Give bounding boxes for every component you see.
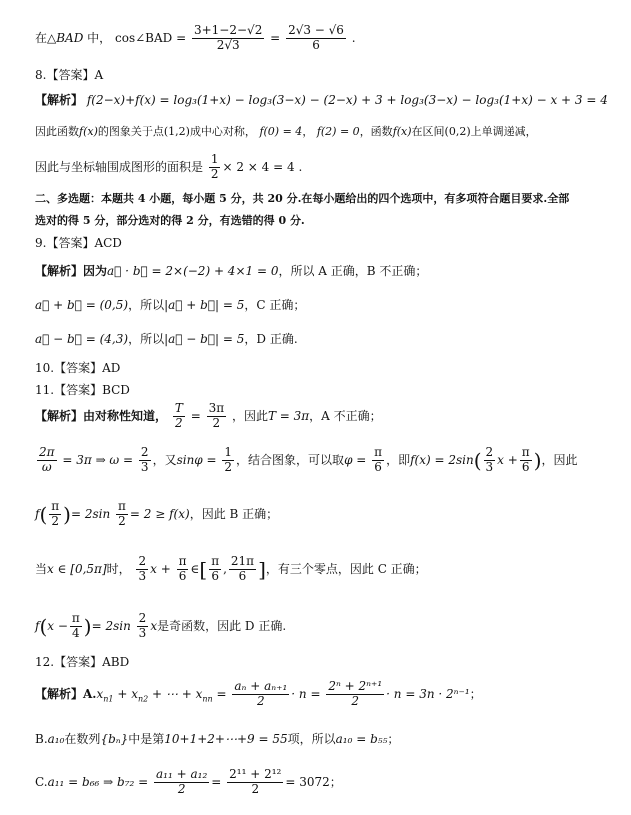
math: a₁₀ <box>47 732 65 746</box>
equals: = <box>270 30 281 45</box>
numerator: π <box>374 445 383 459</box>
text: ，因此 <box>541 452 578 467</box>
math: = 2sin <box>70 506 111 521</box>
numerator: 2ⁿ + 2ⁿ⁺¹ <box>328 679 383 693</box>
fraction <box>209 153 221 182</box>
fraction <box>192 24 264 53</box>
math: a₁₀ = b₅₅ <box>335 732 388 746</box>
text: ，有三个零点，因此 C 正确； <box>265 561 427 576</box>
equals: = <box>190 408 201 423</box>
math: = 2sin <box>91 618 131 633</box>
math: f(x) <box>392 125 412 138</box>
analysis-tag: 【解析】由对称性知道， <box>35 408 168 423</box>
text: ，A 不正确； <box>309 408 382 423</box>
q11-answer: 11.【答案】BCD <box>35 383 130 397</box>
period: . <box>351 30 356 45</box>
fraction <box>49 500 61 529</box>
q9-analysis <box>35 264 427 278</box>
denominator: 2 <box>351 693 360 708</box>
text: 因此与坐标轴围成图形的面积是 <box>35 159 204 174</box>
paren-open: ( <box>473 448 482 473</box>
numerator: 2 <box>485 445 494 459</box>
denominator: 2 <box>210 166 219 181</box>
text: 是奇函数，因此 D 正确. <box>157 618 287 633</box>
math: f <box>35 506 40 521</box>
q8-answer: 8.【答案】A <box>35 68 104 82</box>
math: x <box>150 618 158 633</box>
text: 在数列 <box>64 732 101 746</box>
numerator: 2√3 − √6 <box>288 23 344 37</box>
denominator: 6 <box>312 37 320 52</box>
text: ，所以 <box>128 332 165 346</box>
denominator: 3 <box>485 459 494 474</box>
numerator: aₙ + aₙ₊₁ <box>234 679 288 693</box>
math: = 3072 <box>285 774 330 789</box>
fraction <box>70 612 82 641</box>
denominator: 6 <box>521 459 530 474</box>
fraction <box>484 446 496 475</box>
numerator: 2 <box>138 554 147 568</box>
math: x − <box>47 618 68 633</box>
fraction <box>137 612 149 641</box>
paren-open: ( <box>39 502 48 527</box>
numerator: π <box>71 611 80 625</box>
math: = 2 ≥ f(x) <box>129 506 190 521</box>
math: f(x) <box>79 125 98 138</box>
text: ，即 <box>386 452 411 467</box>
sum-expr: $x_{n1} + x_{n2}$ + ⋯ + $x_{nn}$ = <box>96 686 227 704</box>
text: ，因此 B 正确； <box>189 506 279 521</box>
fraction <box>37 446 57 475</box>
numerator: 2 <box>138 611 147 625</box>
paren-close: ) <box>83 614 92 639</box>
math: f <box>35 618 40 633</box>
denominator: 2 <box>118 513 126 528</box>
numerator: π <box>118 499 126 513</box>
fraction <box>209 555 221 584</box>
numerator: 1 <box>210 152 219 166</box>
text: ，结合图象，可以取 <box>236 452 345 467</box>
bracket-close: ] <box>258 557 266 582</box>
fraction <box>139 446 151 475</box>
text: 在△ <box>35 30 57 45</box>
text: 上单调递减， <box>470 125 537 138</box>
fraction <box>136 555 148 584</box>
analysis-tag: 【解析】 <box>35 93 84 107</box>
q11-analysis <box>35 402 382 431</box>
section2-heading-1: 二、多选题：本题共 4 小题，每小题 5 分，共 20 分.在每小题给出的四个选项中，有多项符合题目要求.全部 <box>35 192 570 205</box>
denominator: 2√3 <box>216 37 240 52</box>
equation: |a⃗ + b⃗| = 5 <box>164 298 245 312</box>
q12-analysis-a <box>35 680 482 709</box>
numerator: π <box>178 554 187 568</box>
q12-c <box>35 768 342 797</box>
equation: |a⃗ − b⃗| = 5 <box>164 332 245 346</box>
numerator: T <box>174 401 183 415</box>
fraction <box>207 402 227 431</box>
paren-close: ) <box>63 502 71 527</box>
text: 成中心对称， <box>189 125 256 138</box>
fraction <box>232 680 289 709</box>
denominator: 2 <box>224 459 233 474</box>
text: ； <box>387 732 400 746</box>
q10-answer: 10.【答案】AD <box>35 361 121 375</box>
denominator: 3 <box>138 625 147 640</box>
math: = 3π ⇒ ω = <box>62 452 134 467</box>
q11-line3 <box>35 500 278 529</box>
math: sinφ = <box>176 452 217 467</box>
section2-heading-2: 选对的得 5 分，部分选对的得 2 分，有选错的得 0 分. <box>35 214 305 227</box>
bracket-open: [ <box>199 557 208 582</box>
fraction <box>229 555 256 584</box>
fraction <box>177 555 189 584</box>
math: x ∈ [0,5π] <box>47 561 107 576</box>
numerator: π <box>211 554 220 568</box>
q9-line2 <box>35 298 305 312</box>
fraction <box>116 500 128 529</box>
text: 的图象关于点 <box>97 125 164 138</box>
text: ，所以 A 正确，B 不正确； <box>278 264 428 278</box>
math: {bₙ} <box>100 732 129 746</box>
equals: = <box>211 774 222 789</box>
text: ； <box>469 686 482 701</box>
text: ， <box>302 125 314 138</box>
text: ； <box>329 774 342 789</box>
text: C. <box>35 774 48 789</box>
text: ，D 正确. <box>244 332 298 346</box>
denominator: 2 <box>51 513 60 528</box>
math: f(0) = 4 <box>259 125 303 138</box>
denominator: 6 <box>178 568 187 583</box>
fraction <box>326 680 384 709</box>
math: x + <box>150 561 171 576</box>
text: 中， <box>87 30 112 45</box>
math: φ = <box>344 452 367 467</box>
math: · n = 3n · 2ⁿ⁻¹ <box>386 686 470 701</box>
numerator: π <box>51 499 60 513</box>
text: ，C 正确； <box>244 298 306 312</box>
q11-line5 <box>35 612 286 641</box>
fraction <box>286 24 346 53</box>
denominator: 6 <box>211 568 219 583</box>
fraction <box>222 446 234 475</box>
q8-analysis <box>35 93 608 107</box>
math: f(x) = 2sin <box>410 452 474 467</box>
fraction <box>227 768 283 797</box>
math: 10+1+2+⋯+9 = 55 <box>164 732 288 746</box>
math: x <box>96 686 104 701</box>
numerator: 1 <box>224 445 233 459</box>
q11-line2 <box>35 446 578 475</box>
math: · n = <box>291 686 321 701</box>
paren-close: ) <box>533 448 542 473</box>
analysis-tag: 【解析】A. <box>35 686 97 701</box>
equation: f(2−x)+f(x) = log₃(1+x) − log₃(3−x) − (2−x) + 3 + log₃(3−x) − log₃(1+x) − x + 3 = 4 <box>86 93 608 107</box>
numerator: 2 <box>140 445 149 459</box>
math: a₁₁ = b₆₆ ⇒ b₇₂ = <box>47 774 149 789</box>
text: 项，所以 <box>287 732 336 746</box>
denominator: 2 <box>257 693 265 708</box>
q11-line4 <box>35 555 427 584</box>
text: 因此函数 <box>35 125 79 138</box>
text: ，所以 <box>128 298 165 312</box>
text: 在区间 <box>411 125 445 138</box>
q12-answer: 12.【答案】ABD <box>35 655 130 669</box>
math: ∈ <box>190 561 200 576</box>
numerator: π <box>521 445 530 459</box>
comma: , <box>223 561 227 576</box>
text: × 2 × 4 = 4 . <box>222 159 303 174</box>
denominator: 4 <box>72 625 80 640</box>
equation: a⃗ + b⃗ = (0,5) <box>35 298 129 312</box>
analysis-tag: 【解析】因为 <box>35 264 108 278</box>
q8-line3 <box>35 153 302 182</box>
text: ，因此 <box>231 408 268 423</box>
q9-answer: 9.【答案】ACD <box>35 236 122 250</box>
denominator: ω <box>41 459 52 474</box>
denominator: 2 <box>175 415 183 430</box>
denominator: 3 <box>138 568 147 583</box>
equation: a⃗ · b⃗ = 2×(−2) + 4×1 = 0 <box>107 264 279 278</box>
text: 当 <box>35 561 48 576</box>
numerator: 3π <box>208 401 225 415</box>
denominator: 3 <box>140 459 149 474</box>
triangle-label: BAD <box>56 30 84 45</box>
text: B. <box>35 732 48 746</box>
numerator: 3+1−2−√2 <box>193 23 263 37</box>
denominator: 2 <box>177 781 186 796</box>
numerator: 2¹¹ + 2¹² <box>229 767 282 781</box>
paren-open: ( <box>39 614 48 639</box>
text: ，又 <box>152 452 177 467</box>
denominator: 6 <box>238 568 247 583</box>
math: x + <box>497 452 518 467</box>
denominator: 2 <box>212 415 221 430</box>
q12-b <box>35 732 399 746</box>
math: (1,2) <box>163 125 190 138</box>
q8-line2 <box>35 125 537 138</box>
fraction <box>154 768 209 797</box>
denominator: 2 <box>251 781 260 796</box>
numerator: 21π <box>230 554 255 568</box>
text: 中是第 <box>128 732 165 746</box>
equation: a⃗ − b⃗ = (4,3) <box>35 332 129 346</box>
q9-line3 <box>35 332 298 346</box>
text: 时， <box>106 561 131 576</box>
math: T = 3π <box>267 408 310 423</box>
cos-expr: cos∠BAD = <box>115 30 187 45</box>
fraction <box>520 446 532 475</box>
fraction <box>173 402 185 431</box>
line-cos-bad <box>35 24 356 53</box>
numerator: a₁₁ + a₁₂ <box>156 767 208 781</box>
fraction <box>372 446 384 475</box>
text: ，函数 <box>359 125 393 138</box>
denominator: 6 <box>374 459 382 474</box>
numerator: 2π <box>39 445 55 459</box>
math: (0,2) <box>444 125 471 138</box>
math: f(2) = 0 <box>316 125 360 138</box>
